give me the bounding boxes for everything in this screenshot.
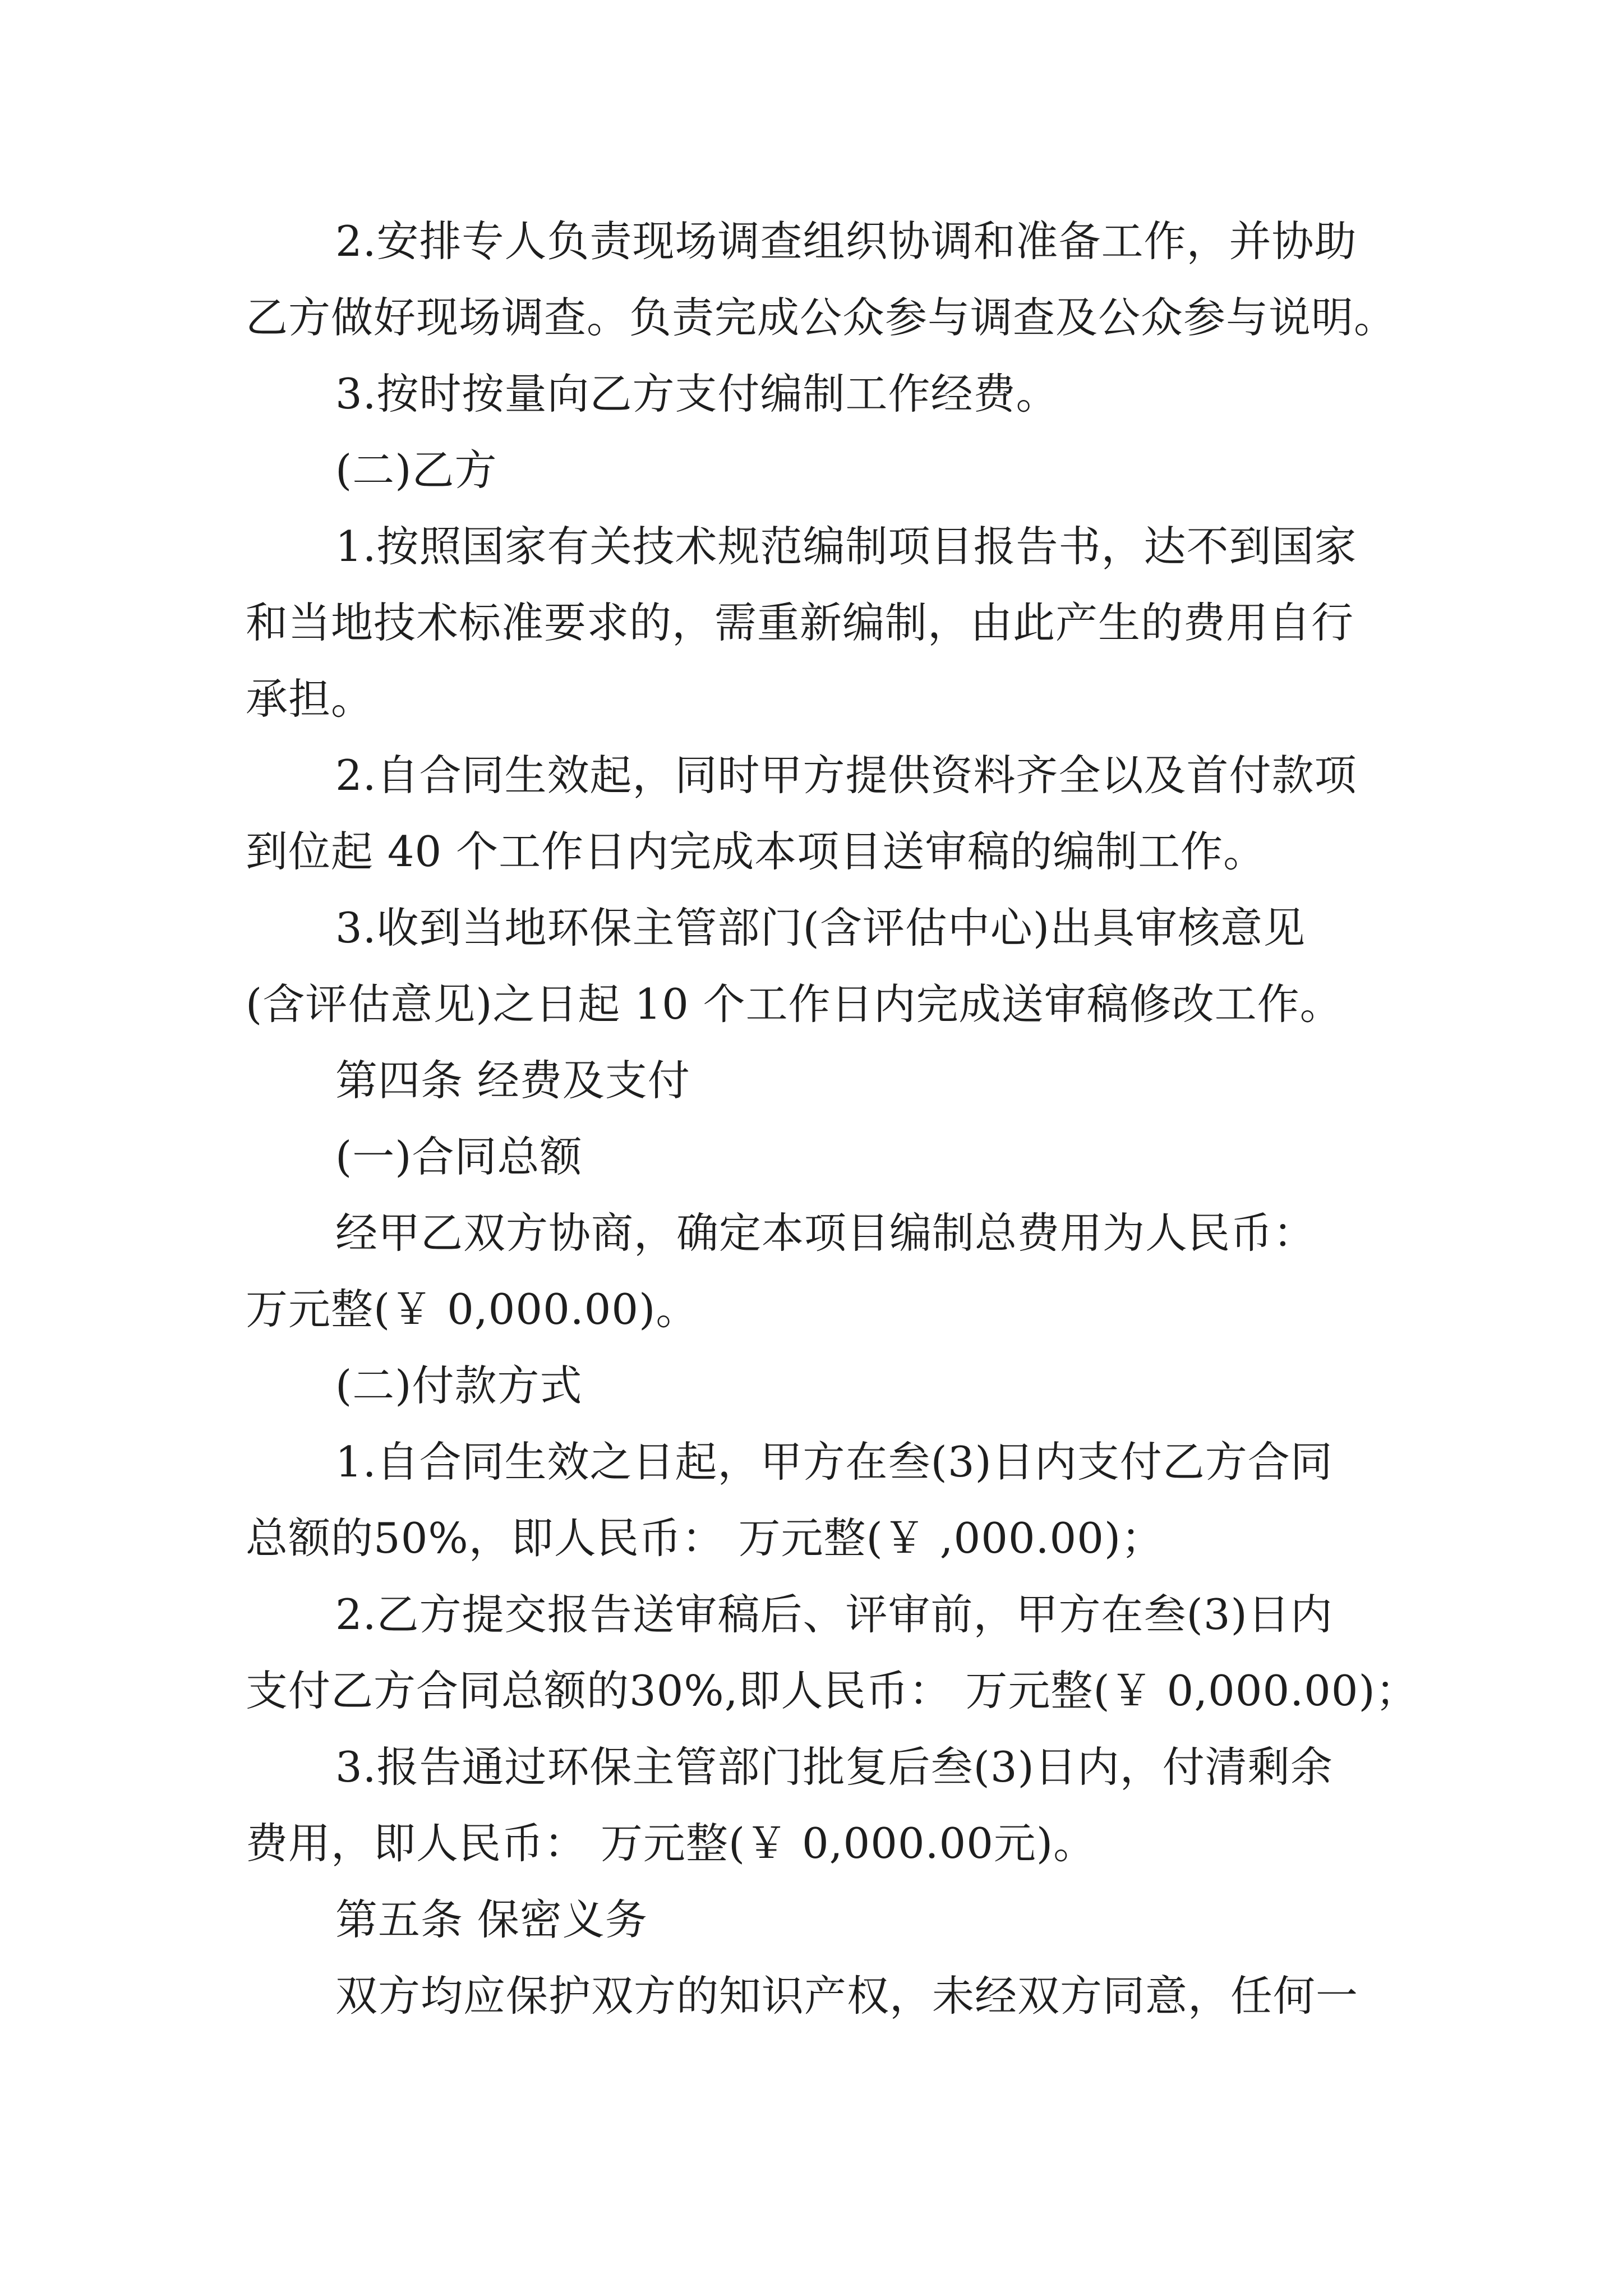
- text-line: 1.自合同生效之日起，甲方在叁(3)日内支付乙方合同: [335, 1437, 1333, 1487]
- text-line: 支付乙方合同总额的30%,即人民币： 万元整(￥ 0,000.00)；: [246, 1666, 1418, 1715]
- section-heading: (二)付款方式: [335, 1361, 583, 1410]
- text-line: 双方均应保护双方的知识产权，未经双方同意，任何一: [335, 1971, 1359, 2021]
- text-line: 3.收到当地环保主管部门(含评估中心)出具审核意见: [335, 903, 1306, 953]
- text-line: 经甲乙双方协商，确定本项目编制总费用为人民币：: [335, 1208, 1316, 1258]
- text-line: 和当地技术标准要求的，需重新编制，由此产生的费用自行: [246, 598, 1354, 647]
- text-line: 到位起 40 个工作日内完成本项目送审稿的编制工作。: [246, 827, 1266, 876]
- text-line: 万元整(￥ 0,000.00)。: [246, 1285, 699, 1334]
- article-heading: 第四条 经费及支付: [335, 1056, 690, 1105]
- text-line: 乙方做好现场调查。负责完成公众参与调查及公众参与说明。: [246, 293, 1397, 342]
- text-line: 2.安排专人负责现场调查组织协调和准备工作，并协助: [335, 217, 1357, 266]
- text-line: (含评估意见)之日起 10 个工作日内完成送审稿修改工作。: [246, 979, 1343, 1029]
- text-line: 费用，即人民币： 万元整(￥ 0,000.00元)。: [246, 1819, 1096, 1868]
- text-line: 1.按照国家有关技术规范编制项目报告书，达不到国家: [335, 522, 1357, 571]
- text-line: 总额的50%，即人民币： 万元整(￥ ,000.00)；: [246, 1513, 1164, 1563]
- document-body: [246, 203, 1479, 2034]
- article-heading: 第五条 保密义务: [335, 1895, 648, 1944]
- section-heading: (一)合同总额: [335, 1132, 583, 1181]
- text-line: 2.乙方提交报告送审稿后、评审前，甲方在叁(3)日内: [335, 1590, 1333, 1639]
- text-line: 2.自合同生效起，同时甲方提供资料齐全以及首付款项: [335, 751, 1357, 800]
- text-line: 3.报告通过环保主管部门批复后叁(3)日内，付清剩余: [335, 1742, 1333, 1792]
- text-line: 承担。: [246, 674, 374, 724]
- section-heading: (二)乙方: [335, 445, 497, 495]
- text-line: 3.按时按量向乙方支付编制工作经费。: [335, 369, 1059, 418]
